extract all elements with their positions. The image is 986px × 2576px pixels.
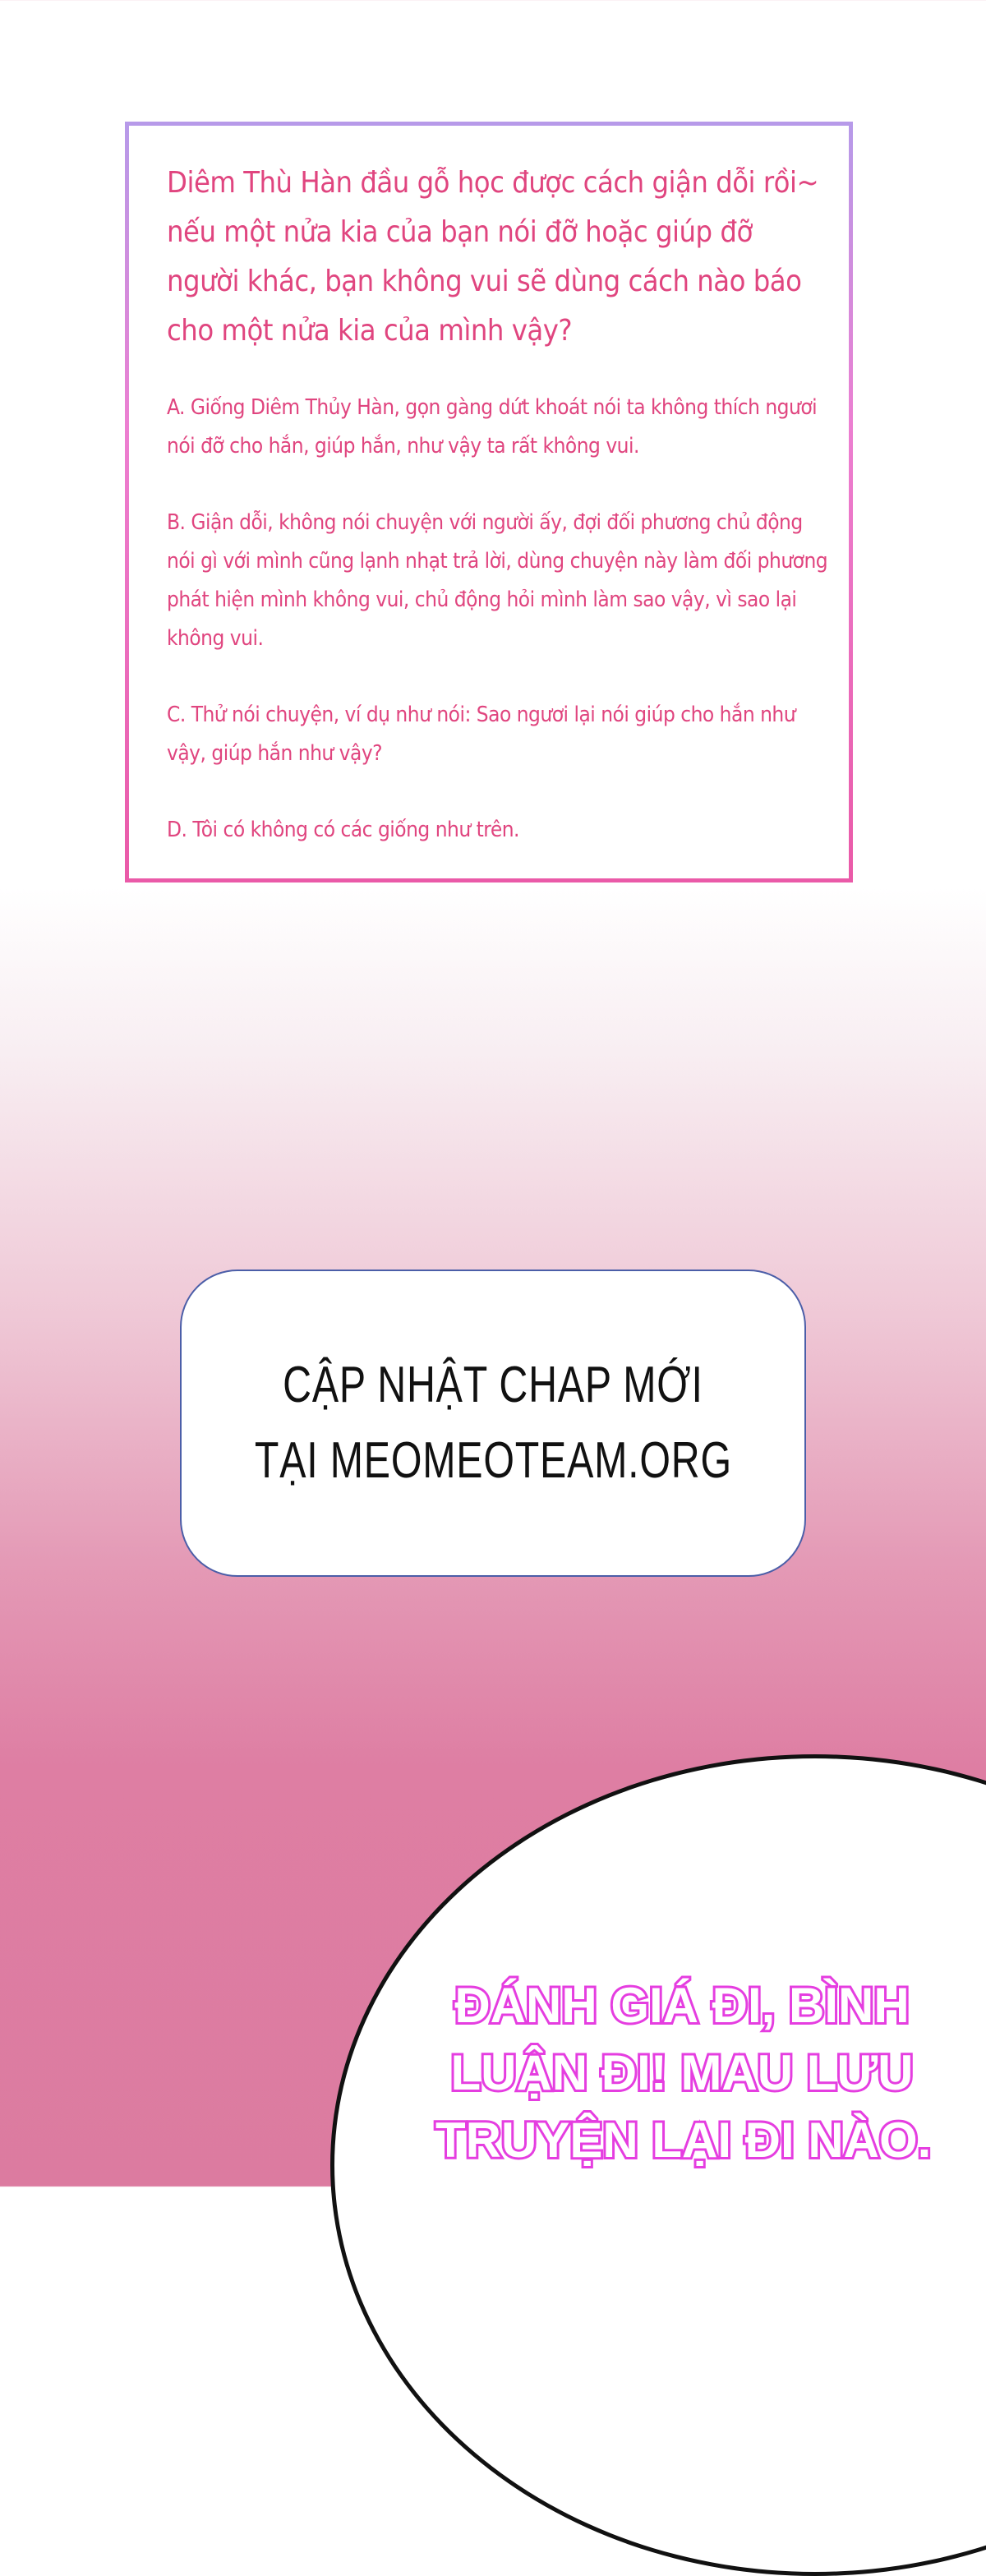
cta-line-1: ĐÁNH GIÁ ĐI, BÌNH (454, 1978, 910, 2033)
update-notice-box (180, 1270, 806, 1577)
quiz-option-c: C. Thử nói chuyện, ví dụ như nói: Sao ngươi lại nói giúp cho hắn như vậy, giúp hắn như vậy? (167, 703, 796, 766)
notice-line-2: TẠI MEOMEOTEAM.ORG (254, 1432, 732, 1489)
quiz-option-d: D. Tôi có không có các giống như trên. (167, 818, 519, 842)
quiz-option-b: B. Giận dỗi, không nói chuyện với người ấy, đợi đối phương chủ động nói gì với mình cũng lạnh nhạt trả lời, dùng chuyện này làm đối phương phát hiện mình không vui, chủ động hỏi mình làm sao vậy, vì sao lại không vui. (167, 510, 828, 651)
cta-line-3: TRUYỆN LẠI ĐI NÀO. (435, 2113, 932, 2168)
notice-line-1: CẬP NHẬT CHAP MỚI (283, 1357, 703, 1413)
quiz-question: Diêm Thù Hàn đầu gỗ học được cách giận dỗi rồi~ nếu một nửa kia của bạn nói đỡ hoặc giúp đỡ người khác, bạn không vui sẽ dùng cách nào báo cho một nửa kia của mình vậy? (167, 166, 819, 348)
quiz-box (125, 122, 853, 882)
call-to-action (435, 1972, 932, 2174)
quiz-option-a: A. Giống Diêm Thủy Hàn, gọn gàng dứt khoát nói ta không thích ngươi nói đỡ cho hắn, giúp hắn, như vậy ta rất không vui. (167, 395, 818, 459)
cta-line-2: LUẬN ĐI! MAU LƯU (450, 2045, 914, 2100)
